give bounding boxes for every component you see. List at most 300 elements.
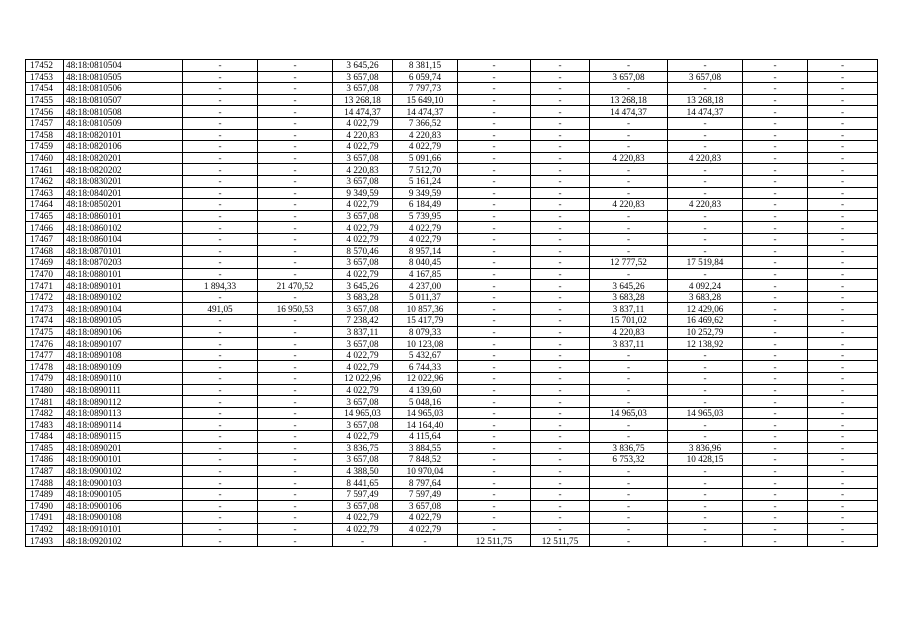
value-cell-5: 4 022,79 <box>333 431 393 443</box>
value-cell-4: - <box>258 222 333 234</box>
table-row <box>26 245 878 257</box>
value-cell-5: 3 657,08 <box>333 500 393 512</box>
value-cell-10: - <box>668 488 743 500</box>
value-cell-11: - <box>743 222 808 234</box>
value-cell-5: 4 022,79 <box>333 349 393 361</box>
value-cell-11: - <box>743 210 808 222</box>
value-cell-8: - <box>531 303 590 315</box>
value-cell-12: - <box>808 500 878 512</box>
value-cell-4: - <box>258 175 333 187</box>
value-cell-5: 8 441,65 <box>333 477 393 489</box>
value-cell-4: - <box>258 535 333 547</box>
table-row <box>26 83 878 95</box>
table-row <box>26 175 878 187</box>
value-cell-6: 4 022,79 <box>393 512 458 524</box>
table-row <box>26 396 878 408</box>
value-cell-11: - <box>743 117 808 129</box>
value-cell-6: 7 597,49 <box>393 488 458 500</box>
value-cell-10: 4 220,83 <box>668 199 743 211</box>
value-cell-9: - <box>590 268 668 280</box>
value-cell-11: - <box>743 245 808 257</box>
row-number-cell: 17455 <box>26 94 64 106</box>
value-cell-9: - <box>590 233 668 245</box>
value-cell-5: 4 022,79 <box>333 199 393 211</box>
value-cell-11: - <box>743 431 808 443</box>
value-cell-12: - <box>808 535 878 547</box>
value-cell-9: 4 220,83 <box>590 152 668 164</box>
value-cell-11: - <box>743 535 808 547</box>
value-cell-5: 3 645,26 <box>333 60 393 72</box>
value-cell-9: - <box>590 431 668 443</box>
value-cell-7: - <box>458 315 531 327</box>
value-cell-9: 3 837,11 <box>590 303 668 315</box>
value-cell-3: - <box>183 454 258 466</box>
table-row <box>26 512 878 524</box>
value-cell-8: - <box>531 71 590 83</box>
value-cell-8: - <box>531 106 590 118</box>
row-number-cell: 17466 <box>26 222 64 234</box>
value-cell-6: 4 237,00 <box>393 280 458 292</box>
value-cell-7: - <box>458 291 531 303</box>
value-cell-7: - <box>458 326 531 338</box>
value-cell-4: - <box>258 477 333 489</box>
value-cell-7: - <box>458 141 531 153</box>
value-cell-8: - <box>531 210 590 222</box>
value-cell-9: 15 701,02 <box>590 315 668 327</box>
value-cell-4: - <box>258 245 333 257</box>
value-cell-9: 3 645,26 <box>590 280 668 292</box>
value-cell-8: - <box>531 117 590 129</box>
value-cell-6: 10 123,08 <box>393 338 458 350</box>
value-cell-4: - <box>258 419 333 431</box>
cadastral-number-cell: 48:18:0890109 <box>64 361 183 373</box>
row-number-cell: 17489 <box>26 488 64 500</box>
value-cell-12: - <box>808 268 878 280</box>
value-cell-6: 3 884,55 <box>393 442 458 454</box>
value-cell-6: 5 161,24 <box>393 175 458 187</box>
row-number-cell: 17460 <box>26 152 64 164</box>
value-cell-4: - <box>258 384 333 396</box>
value-cell-4: - <box>258 199 333 211</box>
value-cell-10: 17 519,84 <box>668 257 743 269</box>
table-row <box>26 338 878 350</box>
value-cell-11: - <box>743 326 808 338</box>
value-cell-12: - <box>808 431 878 443</box>
value-cell-5: 3 657,08 <box>333 338 393 350</box>
value-cell-8: - <box>531 431 590 443</box>
value-cell-11: - <box>743 512 808 524</box>
row-number-cell: 17473 <box>26 303 64 315</box>
value-cell-3: - <box>183 83 258 95</box>
value-cell-9: 6 753,32 <box>590 454 668 466</box>
value-cell-12: - <box>808 396 878 408</box>
value-cell-5: 4 022,79 <box>333 361 393 373</box>
value-cell-4: - <box>258 164 333 176</box>
value-cell-4: - <box>258 454 333 466</box>
table-row <box>26 60 878 72</box>
value-cell-9: - <box>590 141 668 153</box>
value-cell-6: 5 739,95 <box>393 210 458 222</box>
value-cell-6: 9 349,59 <box>393 187 458 199</box>
value-cell-5: 13 268,18 <box>333 94 393 106</box>
value-cell-8: - <box>531 465 590 477</box>
value-cell-9: 3 683,28 <box>590 291 668 303</box>
value-cell-10: 12 429,06 <box>668 303 743 315</box>
value-cell-8: - <box>531 500 590 512</box>
value-cell-5: 3 657,08 <box>333 257 393 269</box>
value-cell-3: - <box>183 477 258 489</box>
value-cell-10: 3 836,96 <box>668 442 743 454</box>
value-cell-3: 491,05 <box>183 303 258 315</box>
value-cell-12: - <box>808 407 878 419</box>
cadastral-number-cell: 48:18:0860104 <box>64 233 183 245</box>
value-cell-8: - <box>531 245 590 257</box>
table-row <box>26 477 878 489</box>
value-cell-7: - <box>458 488 531 500</box>
value-cell-12: - <box>808 175 878 187</box>
value-cell-8: 12 511,75 <box>531 535 590 547</box>
row-number-cell: 17463 <box>26 187 64 199</box>
value-cell-7: - <box>458 338 531 350</box>
value-cell-7: - <box>458 442 531 454</box>
value-cell-11: - <box>743 233 808 245</box>
value-cell-3: - <box>183 152 258 164</box>
value-cell-7: - <box>458 512 531 524</box>
value-cell-11: - <box>743 361 808 373</box>
value-cell-9: - <box>590 60 668 72</box>
row-number-cell: 17474 <box>26 315 64 327</box>
value-cell-4: - <box>258 488 333 500</box>
value-cell-5: 4 220,83 <box>333 129 393 141</box>
value-cell-3: - <box>183 500 258 512</box>
value-cell-12: - <box>808 245 878 257</box>
value-cell-6: 12 022,96 <box>393 373 458 385</box>
value-cell-6: 8 040,45 <box>393 257 458 269</box>
value-cell-10: - <box>668 245 743 257</box>
row-number-cell: 17458 <box>26 129 64 141</box>
value-cell-9: - <box>590 488 668 500</box>
value-cell-3: - <box>183 419 258 431</box>
value-cell-9: - <box>590 396 668 408</box>
value-cell-9: - <box>590 535 668 547</box>
value-cell-3: - <box>183 373 258 385</box>
row-number-cell: 17459 <box>26 141 64 153</box>
value-cell-4: - <box>258 141 333 153</box>
value-cell-5: 3 657,08 <box>333 396 393 408</box>
cadastral-number-cell: 48:18:0890110 <box>64 373 183 385</box>
table-row <box>26 187 878 199</box>
table-row <box>26 326 878 338</box>
value-cell-8: - <box>531 361 590 373</box>
value-cell-10: 16 469,62 <box>668 315 743 327</box>
value-cell-7: - <box>458 373 531 385</box>
table-row <box>26 141 878 153</box>
value-cell-12: - <box>808 338 878 350</box>
value-cell-8: - <box>531 477 590 489</box>
value-cell-9: - <box>590 465 668 477</box>
value-cell-4: - <box>258 71 333 83</box>
value-cell-5: 7 238,42 <box>333 315 393 327</box>
value-cell-7: - <box>458 129 531 141</box>
value-cell-10: 10 252,79 <box>668 326 743 338</box>
value-cell-5: 14 965,03 <box>333 407 393 419</box>
value-cell-4: - <box>258 233 333 245</box>
value-cell-6: 4 022,79 <box>393 233 458 245</box>
table-row <box>26 442 878 454</box>
value-cell-10: - <box>668 60 743 72</box>
value-cell-8: - <box>531 257 590 269</box>
value-cell-3: - <box>183 268 258 280</box>
value-cell-10: - <box>668 175 743 187</box>
value-cell-7: - <box>458 199 531 211</box>
value-cell-5: 3 645,26 <box>333 280 393 292</box>
value-cell-9: - <box>590 500 668 512</box>
value-cell-7: - <box>458 152 531 164</box>
row-number-cell: 17465 <box>26 210 64 222</box>
value-cell-11: - <box>743 268 808 280</box>
value-cell-12: - <box>808 117 878 129</box>
cadastral-number-cell: 48:18:0820202 <box>64 164 183 176</box>
cadastral-number-cell: 48:18:0840201 <box>64 187 183 199</box>
value-cell-4: - <box>258 60 333 72</box>
value-cell-4: - <box>258 407 333 419</box>
value-cell-12: - <box>808 152 878 164</box>
row-number-cell: 17492 <box>26 523 64 535</box>
table-row <box>26 106 878 118</box>
cadastral-number-cell: 48:18:0900108 <box>64 512 183 524</box>
table-row <box>26 488 878 500</box>
value-cell-11: - <box>743 164 808 176</box>
value-cell-7: - <box>458 210 531 222</box>
value-cell-3: - <box>183 535 258 547</box>
value-cell-9: 4 220,83 <box>590 199 668 211</box>
value-cell-5: 3 657,08 <box>333 210 393 222</box>
value-cell-6: 4 115,64 <box>393 431 458 443</box>
value-cell-12: - <box>808 303 878 315</box>
value-cell-6: 4 139,60 <box>393 384 458 396</box>
value-cell-5: - <box>333 535 393 547</box>
cadastral-number-cell: 48:18:0890106 <box>64 326 183 338</box>
cadastral-number-cell: 48:18:0810508 <box>64 106 183 118</box>
value-cell-12: - <box>808 141 878 153</box>
value-cell-6: 5 432,67 <box>393 349 458 361</box>
value-cell-12: - <box>808 129 878 141</box>
table-row <box>26 315 878 327</box>
value-cell-3: - <box>183 141 258 153</box>
value-cell-8: - <box>531 454 590 466</box>
value-cell-5: 4 022,79 <box>333 268 393 280</box>
row-number-cell: 17453 <box>26 71 64 83</box>
value-cell-6: 6 059,74 <box>393 71 458 83</box>
value-cell-6: 8 957,14 <box>393 245 458 257</box>
value-cell-5: 3 657,08 <box>333 175 393 187</box>
value-cell-8: - <box>531 222 590 234</box>
value-cell-3: - <box>183 431 258 443</box>
cadastral-number-cell: 48:18:0890112 <box>64 396 183 408</box>
row-number-cell: 17484 <box>26 431 64 443</box>
value-cell-9: - <box>590 245 668 257</box>
value-cell-10: - <box>668 164 743 176</box>
value-cell-11: - <box>743 175 808 187</box>
value-cell-4: - <box>258 257 333 269</box>
value-cell-9: - <box>590 210 668 222</box>
value-cell-4: - <box>258 500 333 512</box>
table-row <box>26 268 878 280</box>
value-cell-9: - <box>590 361 668 373</box>
cadastral-number-cell: 48:18:0890105 <box>64 315 183 327</box>
row-number-cell: 17470 <box>26 268 64 280</box>
row-number-cell: 17486 <box>26 454 64 466</box>
value-cell-11: - <box>743 500 808 512</box>
value-cell-11: - <box>743 396 808 408</box>
value-cell-3: - <box>183 326 258 338</box>
value-cell-5: 3 683,28 <box>333 291 393 303</box>
value-cell-6: 4 022,79 <box>393 523 458 535</box>
value-cell-7: - <box>458 349 531 361</box>
value-cell-12: - <box>808 106 878 118</box>
value-cell-10: 3 657,08 <box>668 71 743 83</box>
table-row <box>26 257 878 269</box>
value-cell-3: - <box>183 512 258 524</box>
value-cell-12: - <box>808 315 878 327</box>
value-cell-5: 9 349,59 <box>333 187 393 199</box>
value-cell-8: - <box>531 94 590 106</box>
value-cell-4: - <box>258 187 333 199</box>
value-cell-7: - <box>458 465 531 477</box>
cadastral-number-cell: 48:18:0810505 <box>64 71 183 83</box>
value-cell-11: - <box>743 523 808 535</box>
value-cell-12: - <box>808 94 878 106</box>
value-cell-3: - <box>183 187 258 199</box>
row-number-cell: 17481 <box>26 396 64 408</box>
value-cell-11: - <box>743 83 808 95</box>
row-number-cell: 17485 <box>26 442 64 454</box>
value-cell-7: - <box>458 222 531 234</box>
value-cell-3: - <box>183 465 258 477</box>
value-cell-10: - <box>668 129 743 141</box>
row-number-cell: 17468 <box>26 245 64 257</box>
value-cell-5: 4 022,79 <box>333 117 393 129</box>
data-table <box>25 59 878 547</box>
value-cell-8: - <box>531 488 590 500</box>
value-cell-3: - <box>183 233 258 245</box>
cadastral-number-cell: 48:18:0890201 <box>64 442 183 454</box>
value-cell-3: - <box>183 60 258 72</box>
value-cell-9: - <box>590 164 668 176</box>
row-number-cell: 17483 <box>26 419 64 431</box>
value-cell-8: - <box>531 338 590 350</box>
cadastral-number-cell: 48:18:0890115 <box>64 431 183 443</box>
value-cell-12: - <box>808 465 878 477</box>
table-row <box>26 500 878 512</box>
value-cell-11: - <box>743 477 808 489</box>
value-cell-4: 21 470,52 <box>258 280 333 292</box>
value-cell-8: - <box>531 384 590 396</box>
value-cell-11: - <box>743 373 808 385</box>
value-cell-11: - <box>743 106 808 118</box>
value-cell-4: - <box>258 291 333 303</box>
value-cell-7: - <box>458 396 531 408</box>
value-cell-10: 4 092,24 <box>668 280 743 292</box>
value-cell-10: - <box>668 419 743 431</box>
value-cell-8: - <box>531 129 590 141</box>
value-cell-10: - <box>668 117 743 129</box>
value-cell-6: 7 366,52 <box>393 117 458 129</box>
value-cell-9: 13 268,18 <box>590 94 668 106</box>
value-cell-4: 16 950,53 <box>258 303 333 315</box>
table-row <box>26 164 878 176</box>
value-cell-3: - <box>183 222 258 234</box>
table-row <box>26 280 878 292</box>
value-cell-8: - <box>531 280 590 292</box>
value-cell-11: - <box>743 465 808 477</box>
cadastral-number-cell: 48:18:0910101 <box>64 523 183 535</box>
value-cell-10: 13 268,18 <box>668 94 743 106</box>
value-cell-9: - <box>590 222 668 234</box>
value-cell-12: - <box>808 523 878 535</box>
value-cell-9: - <box>590 175 668 187</box>
value-cell-11: - <box>743 199 808 211</box>
table-row <box>26 361 878 373</box>
value-cell-5: 3 657,08 <box>333 83 393 95</box>
value-cell-11: - <box>743 338 808 350</box>
cadastral-number-cell: 48:18:0900106 <box>64 500 183 512</box>
value-cell-3: - <box>183 442 258 454</box>
value-cell-9: - <box>590 523 668 535</box>
value-cell-4: - <box>258 210 333 222</box>
value-cell-6: 6 184,49 <box>393 199 458 211</box>
value-cell-7: - <box>458 106 531 118</box>
value-cell-4: - <box>258 442 333 454</box>
value-cell-10: - <box>668 222 743 234</box>
value-cell-7: - <box>458 71 531 83</box>
value-cell-9: 3 657,08 <box>590 71 668 83</box>
value-cell-10: - <box>668 187 743 199</box>
value-cell-8: - <box>531 315 590 327</box>
value-cell-8: - <box>531 396 590 408</box>
value-cell-4: - <box>258 512 333 524</box>
value-cell-7: - <box>458 245 531 257</box>
value-cell-8: - <box>531 326 590 338</box>
row-number-cell: 17462 <box>26 175 64 187</box>
row-number-cell: 17477 <box>26 349 64 361</box>
value-cell-12: - <box>808 442 878 454</box>
value-cell-8: - <box>531 164 590 176</box>
value-cell-12: - <box>808 187 878 199</box>
cadastral-number-cell: 48:18:0900101 <box>64 454 183 466</box>
value-cell-12: - <box>808 512 878 524</box>
value-cell-7: - <box>458 83 531 95</box>
cadastral-number-cell: 48:18:0830201 <box>64 175 183 187</box>
row-number-cell: 17461 <box>26 164 64 176</box>
value-cell-10: - <box>668 268 743 280</box>
value-cell-10: 14 474,37 <box>668 106 743 118</box>
value-cell-6: 4 022,79 <box>393 222 458 234</box>
row-number-cell: 17491 <box>26 512 64 524</box>
value-cell-11: - <box>743 60 808 72</box>
value-cell-6: 5 091,66 <box>393 152 458 164</box>
value-cell-8: - <box>531 407 590 419</box>
cadastral-number-cell: 48:18:0900102 <box>64 465 183 477</box>
value-cell-12: - <box>808 222 878 234</box>
value-cell-12: - <box>808 164 878 176</box>
row-number-cell: 17480 <box>26 384 64 396</box>
value-cell-10: - <box>668 373 743 385</box>
table-row <box>26 454 878 466</box>
value-cell-3: - <box>183 257 258 269</box>
value-cell-8: - <box>531 512 590 524</box>
value-cell-12: - <box>808 233 878 245</box>
